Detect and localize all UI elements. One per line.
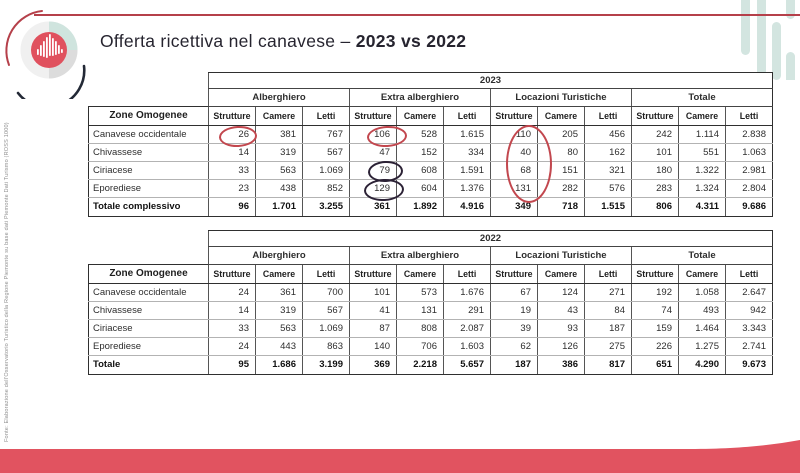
bottom-wave (0, 440, 800, 473)
column-header: Camere (256, 265, 303, 284)
value-cell: 2.087 (444, 320, 491, 338)
value-cell: 563 (256, 162, 303, 180)
accent-line (34, 14, 800, 16)
column-header: Strutture (209, 265, 256, 284)
value-cell: 106 (350, 126, 397, 144)
zone-label: Chivassese (89, 302, 209, 320)
value-cell: 321 (585, 162, 632, 180)
total-value-cell: 1.686 (256, 356, 303, 375)
column-header: Letti (585, 265, 632, 284)
value-cell: 2.838 (726, 126, 773, 144)
value-cell: 187 (585, 320, 632, 338)
total-row (89, 356, 773, 375)
value-cell: 3.343 (726, 320, 773, 338)
value-cell: 26 (209, 126, 256, 144)
total-value-cell: 1.515 (585, 198, 632, 217)
total-value-cell: 95 (209, 356, 256, 375)
total-value-cell: 2.218 (397, 356, 444, 375)
value-cell: 551 (679, 144, 726, 162)
value-cell: 152 (397, 144, 444, 162)
value-cell: 1.069 (303, 320, 350, 338)
zone-header: Zone Omogenee (89, 107, 209, 126)
total-value-cell: 96 (209, 198, 256, 217)
column-header: Strutture (209, 107, 256, 126)
value-cell: 84 (585, 302, 632, 320)
corner-blank (89, 73, 209, 89)
value-cell: 23 (209, 180, 256, 198)
total-value-cell: 817 (585, 356, 632, 375)
column-header: Letti (303, 107, 350, 126)
value-cell: 151 (538, 162, 585, 180)
value-cell: 443 (256, 338, 303, 356)
value-cell: 863 (303, 338, 350, 356)
total-value-cell: 187 (491, 356, 538, 375)
column-header: Camere (538, 107, 585, 126)
bar-chart-motif-icon (740, 0, 800, 80)
accommodation-table-2023 (88, 72, 773, 217)
total-value-cell: 3.255 (303, 198, 350, 217)
column-header: Letti (726, 107, 773, 126)
source-note: Fonte: Elaborazione dell'Osservatorio Turistico della Regione Piemonte su base dati Piemonte Dati Turismo (ROSS 1000) (4, 122, 10, 442)
column-header: Strutture (491, 265, 538, 284)
value-cell: 131 (397, 302, 444, 320)
value-cell: 808 (397, 320, 444, 338)
value-cell: 140 (350, 338, 397, 356)
value-cell: 706 (397, 338, 444, 356)
value-cell: 438 (256, 180, 303, 198)
title-regular: Offerta ricettiva nel canavese – (100, 31, 356, 51)
value-cell: 67 (491, 284, 538, 302)
group-header: Locazioni Turistiche (491, 89, 632, 107)
value-cell: 1.676 (444, 284, 491, 302)
total-value-cell: 9.686 (726, 198, 773, 217)
value-cell: 2.981 (726, 162, 773, 180)
table-row (89, 126, 773, 144)
value-cell: 275 (585, 338, 632, 356)
table-row (89, 338, 773, 356)
value-cell: 101 (350, 284, 397, 302)
value-cell: 1.603 (444, 338, 491, 356)
value-cell: 39 (491, 320, 538, 338)
accommodation-table-2022 (88, 230, 773, 375)
zone-label: Eporediese (89, 180, 209, 198)
value-cell: 47 (350, 144, 397, 162)
value-cell: 14 (209, 302, 256, 320)
column-header: Letti (726, 265, 773, 284)
value-cell: 576 (585, 180, 632, 198)
value-cell: 124 (538, 284, 585, 302)
value-cell: 573 (397, 284, 444, 302)
total-value-cell: 369 (350, 356, 397, 375)
group-header: Extra alberghiero (350, 89, 491, 107)
value-cell: 283 (632, 180, 679, 198)
value-cell: 40 (491, 144, 538, 162)
total-value-cell: 4.916 (444, 198, 491, 217)
value-cell: 93 (538, 320, 585, 338)
value-cell: 62 (491, 338, 538, 356)
value-cell: 126 (538, 338, 585, 356)
total-row (89, 198, 773, 217)
year-header: 2022 (209, 231, 773, 247)
column-header: Camere (538, 265, 585, 284)
column-header: Camere (397, 265, 444, 284)
column-header: Letti (303, 265, 350, 284)
total-value-cell: 349 (491, 198, 538, 217)
group-header: Totale (632, 247, 773, 265)
value-cell: 291 (444, 302, 491, 320)
column-header: Strutture (350, 265, 397, 284)
value-cell: 1.324 (679, 180, 726, 198)
value-cell: 282 (538, 180, 585, 198)
column-header: Letti (444, 107, 491, 126)
total-value-cell: 4.290 (679, 356, 726, 375)
corner-blank (89, 247, 209, 265)
zone-label: Chivassese (89, 144, 209, 162)
value-cell: 180 (632, 162, 679, 180)
value-cell: 1.063 (726, 144, 773, 162)
table-row (89, 180, 773, 198)
value-cell: 334 (444, 144, 491, 162)
total-value-cell: 4.311 (679, 198, 726, 217)
total-label: Totale (89, 356, 209, 375)
value-cell: 1.058 (679, 284, 726, 302)
zone-label: Ciriacese (89, 162, 209, 180)
value-cell: 700 (303, 284, 350, 302)
value-cell: 19 (491, 302, 538, 320)
zone-label: Eporediese (89, 338, 209, 356)
value-cell: 381 (256, 126, 303, 144)
page-title (100, 31, 466, 52)
value-cell: 2.647 (726, 284, 773, 302)
column-header: Camere (397, 107, 444, 126)
value-cell: 162 (585, 144, 632, 162)
value-cell: 33 (209, 320, 256, 338)
value-cell: 1.069 (303, 162, 350, 180)
column-header: Strutture (350, 107, 397, 126)
value-cell: 242 (632, 126, 679, 144)
total-value-cell: 806 (632, 198, 679, 217)
group-header: Locazioni Turistiche (491, 247, 632, 265)
total-label: Totale complessivo (89, 198, 209, 217)
value-cell: 14 (209, 144, 256, 162)
column-header: Strutture (632, 265, 679, 284)
column-header: Letti (585, 107, 632, 126)
value-cell: 129 (350, 180, 397, 198)
value-cell: 608 (397, 162, 444, 180)
column-header: Strutture (491, 107, 538, 126)
value-cell: 942 (726, 302, 773, 320)
value-cell: 159 (632, 320, 679, 338)
value-cell: 1.322 (679, 162, 726, 180)
value-cell: 1.114 (679, 126, 726, 144)
value-cell: 2.804 (726, 180, 773, 198)
table-row (89, 320, 773, 338)
annotation-circle-loc-strutture (506, 125, 552, 203)
column-header: Camere (256, 107, 303, 126)
value-cell: 41 (350, 302, 397, 320)
total-value-cell: 1.892 (397, 198, 444, 217)
group-header: Totale (632, 89, 773, 107)
column-header: Letti (444, 265, 491, 284)
value-cell: 74 (632, 302, 679, 320)
value-cell: 1.376 (444, 180, 491, 198)
value-cell: 361 (256, 284, 303, 302)
corner-blank (89, 231, 209, 247)
total-value-cell: 386 (538, 356, 585, 375)
total-value-cell: 1.701 (256, 198, 303, 217)
corner-blank (89, 89, 209, 107)
value-cell: 24 (209, 284, 256, 302)
value-cell: 493 (679, 302, 726, 320)
value-cell: 1.615 (444, 126, 491, 144)
observatory-logo-icon (4, 3, 100, 99)
title-bold: 2023 vs 2022 (355, 31, 467, 51)
value-cell: 79 (350, 162, 397, 180)
column-header: Camere (679, 265, 726, 284)
zone-label: Canavese occidentale (89, 284, 209, 302)
value-cell: 456 (585, 126, 632, 144)
value-cell: 1.275 (679, 338, 726, 356)
total-value-cell: 651 (632, 356, 679, 375)
group-header: Extra alberghiero (350, 247, 491, 265)
value-cell: 226 (632, 338, 679, 356)
table-2022 (88, 230, 773, 375)
value-cell: 131 (491, 180, 538, 198)
value-cell: 101 (632, 144, 679, 162)
total-value-cell: 361 (350, 198, 397, 217)
value-cell: 567 (303, 302, 350, 320)
value-cell: 567 (303, 144, 350, 162)
value-cell: 852 (303, 180, 350, 198)
value-cell: 271 (585, 284, 632, 302)
year-header: 2023 (209, 73, 773, 89)
value-cell: 528 (397, 126, 444, 144)
zone-label: Canavese occidentale (89, 126, 209, 144)
value-cell: 604 (397, 180, 444, 198)
value-cell: 319 (256, 144, 303, 162)
group-header: Alberghiero (209, 89, 350, 107)
total-value-cell: 3.199 (303, 356, 350, 375)
value-cell: 68 (491, 162, 538, 180)
value-cell: 87 (350, 320, 397, 338)
group-header: Alberghiero (209, 247, 350, 265)
zone-header: Zone Omogenee (89, 265, 209, 284)
value-cell: 205 (538, 126, 585, 144)
table-row (89, 284, 773, 302)
value-cell: 110 (491, 126, 538, 144)
value-cell: 80 (538, 144, 585, 162)
value-cell: 2.741 (726, 338, 773, 356)
column-header: Strutture (632, 107, 679, 126)
column-header: Camere (679, 107, 726, 126)
value-cell: 192 (632, 284, 679, 302)
table-2023 (88, 72, 773, 217)
table-row (89, 302, 773, 320)
value-cell: 563 (256, 320, 303, 338)
total-value-cell: 9.673 (726, 356, 773, 375)
zone-label: Ciriacese (89, 320, 209, 338)
value-cell: 1.591 (444, 162, 491, 180)
value-cell: 43 (538, 302, 585, 320)
table-row (89, 144, 773, 162)
value-cell: 1.464 (679, 320, 726, 338)
total-value-cell: 5.657 (444, 356, 491, 375)
total-value-cell: 718 (538, 198, 585, 217)
table-row (89, 162, 773, 180)
value-cell: 319 (256, 302, 303, 320)
value-cell: 767 (303, 126, 350, 144)
value-cell: 24 (209, 338, 256, 356)
value-cell: 33 (209, 162, 256, 180)
